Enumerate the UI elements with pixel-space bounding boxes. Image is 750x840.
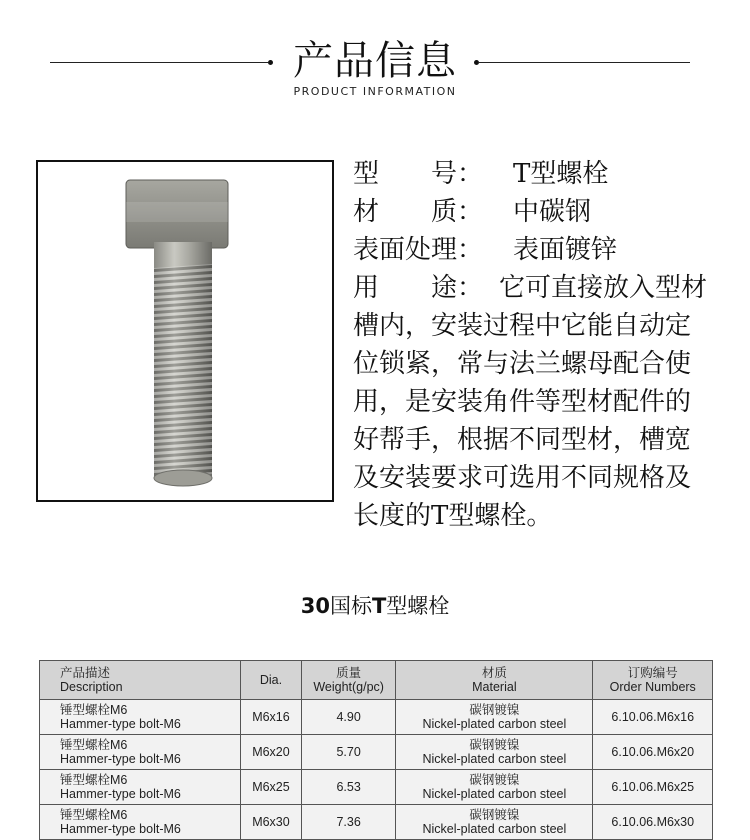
spec-model-label: 型 号： bbox=[353, 159, 484, 189]
cell-dia: M6x20 bbox=[240, 735, 301, 770]
table-row bbox=[40, 700, 713, 735]
col-header-weight-cn: 质量 bbox=[336, 666, 362, 680]
spec-surface bbox=[353, 231, 743, 269]
spec-table bbox=[39, 660, 713, 840]
cell-desc-cn: 锤型螺栓M6 bbox=[60, 808, 128, 822]
cell-order: 6.10.06.M6x20 bbox=[593, 735, 713, 770]
cell-dia: M6x16 bbox=[240, 700, 301, 735]
table-title-t: T bbox=[371, 594, 387, 618]
spec-model bbox=[353, 155, 743, 193]
product-photo bbox=[36, 160, 334, 502]
spec-material bbox=[353, 193, 743, 231]
cell-description bbox=[40, 770, 241, 805]
cell-material-en: Nickel-plated carbon steel bbox=[422, 787, 567, 801]
cell-weight: 4.90 bbox=[302, 700, 396, 735]
table-row bbox=[40, 770, 713, 805]
table-row bbox=[40, 735, 713, 770]
col-header-desc-en: Description bbox=[60, 680, 123, 694]
cell-material-en: Nickel-plated carbon steel bbox=[422, 822, 567, 836]
spec-usage-line: 长度的T型螺栓。 bbox=[353, 501, 553, 531]
cell-desc-en: Hammer-type bolt-M6 bbox=[60, 717, 181, 731]
cell-material bbox=[396, 700, 593, 735]
spec-surface-value: 表面镀锌 bbox=[513, 235, 618, 265]
cell-material-cn: 碳钢镀镍 bbox=[469, 703, 520, 717]
page-title: 产品信息 bbox=[293, 38, 457, 84]
col-header-dia-text: Dia. bbox=[259, 673, 283, 687]
table-header-row bbox=[40, 661, 713, 700]
spec-usage-line: 位锁紧，常与法兰螺母配合使 bbox=[353, 349, 692, 379]
col-header-material bbox=[396, 661, 593, 700]
col-header-weight bbox=[302, 661, 396, 700]
section-header bbox=[0, 30, 750, 100]
cell-description bbox=[40, 805, 241, 840]
table-title-suffix: 型螺栓 bbox=[386, 594, 450, 618]
cell-weight: 6.53 bbox=[302, 770, 396, 805]
spec-model-value: T型螺栓 bbox=[513, 159, 609, 189]
cell-desc-en: Hammer-type bolt-M6 bbox=[60, 787, 181, 801]
table-title-number: 30 bbox=[300, 594, 330, 618]
table-title bbox=[0, 590, 750, 620]
cell-material-en: Nickel-plated carbon steel bbox=[422, 752, 567, 766]
spec-usage-line: 它可直接放入型材 bbox=[499, 273, 708, 303]
col-header-material-cn: 材质 bbox=[481, 666, 507, 680]
col-header-material-en: Material bbox=[472, 680, 517, 694]
cell-desc-cn: 锤型螺栓M6 bbox=[60, 738, 128, 752]
cell-dia: M6x25 bbox=[240, 770, 301, 805]
col-header-order-en: Order Numbers bbox=[609, 680, 696, 694]
cell-material bbox=[396, 735, 593, 770]
cell-desc-en: Hammer-type bolt-M6 bbox=[60, 822, 181, 836]
cell-description bbox=[40, 735, 241, 770]
cell-material-cn: 碳钢镀镍 bbox=[469, 773, 520, 787]
cell-material bbox=[396, 770, 593, 805]
spec-material-value: 中碳钢 bbox=[513, 197, 592, 227]
cell-order: 6.10.06.M6x25 bbox=[593, 770, 713, 805]
cell-desc-cn: 锤型螺栓M6 bbox=[60, 773, 128, 787]
spec-usage-line: 及安装要求可选用不同规格及 bbox=[353, 463, 692, 493]
col-header-dia bbox=[240, 661, 301, 700]
cell-weight: 7.36 bbox=[302, 805, 396, 840]
spec-usage bbox=[353, 269, 743, 307]
header-rule-left bbox=[50, 62, 268, 63]
col-header-weight-en: Weight(g/pc) bbox=[313, 680, 384, 694]
spec-material-label: 材 质： bbox=[353, 197, 484, 227]
t-bolt-image bbox=[38, 162, 332, 500]
cell-desc-en: Hammer-type bolt-M6 bbox=[60, 752, 181, 766]
col-header-desc-cn: 产品描述 bbox=[60, 666, 111, 680]
spec-usage-line: 用，是安装角件等型材配件的 bbox=[353, 387, 692, 417]
col-header-order-cn: 订购编号 bbox=[627, 666, 678, 680]
cell-desc-cn: 锤型螺栓M6 bbox=[60, 703, 128, 717]
spec-list bbox=[353, 155, 743, 535]
spec-usage-line: 槽内，安装过程中它能自动定 bbox=[353, 311, 692, 341]
spec-surface-label: 表面处理： bbox=[353, 235, 484, 265]
cell-material-cn: 碳钢镀镍 bbox=[469, 738, 520, 752]
col-header-description bbox=[40, 661, 241, 700]
table-title-standard: 国标 bbox=[329, 594, 372, 618]
spec-usage-line: 好帮手，根据不同型材，槽宽 bbox=[353, 425, 692, 455]
cell-weight: 5.70 bbox=[302, 735, 396, 770]
cell-order: 6.10.06.M6x30 bbox=[593, 805, 713, 840]
cell-description bbox=[40, 700, 241, 735]
col-header-order bbox=[593, 661, 713, 700]
cell-order: 6.10.06.M6x16 bbox=[593, 700, 713, 735]
table-row bbox=[40, 805, 713, 840]
spec-usage-label: 用 途： bbox=[353, 273, 484, 303]
header-dot-left bbox=[268, 60, 273, 65]
cell-material-cn: 碳钢镀镍 bbox=[469, 808, 520, 822]
cell-material bbox=[396, 805, 593, 840]
cell-material-en: Nickel-plated carbon steel bbox=[422, 717, 567, 731]
cell-dia: M6x30 bbox=[240, 805, 301, 840]
page-subtitle: PRODUCT INFORMATION bbox=[293, 85, 457, 98]
header-rule-right bbox=[478, 62, 690, 63]
